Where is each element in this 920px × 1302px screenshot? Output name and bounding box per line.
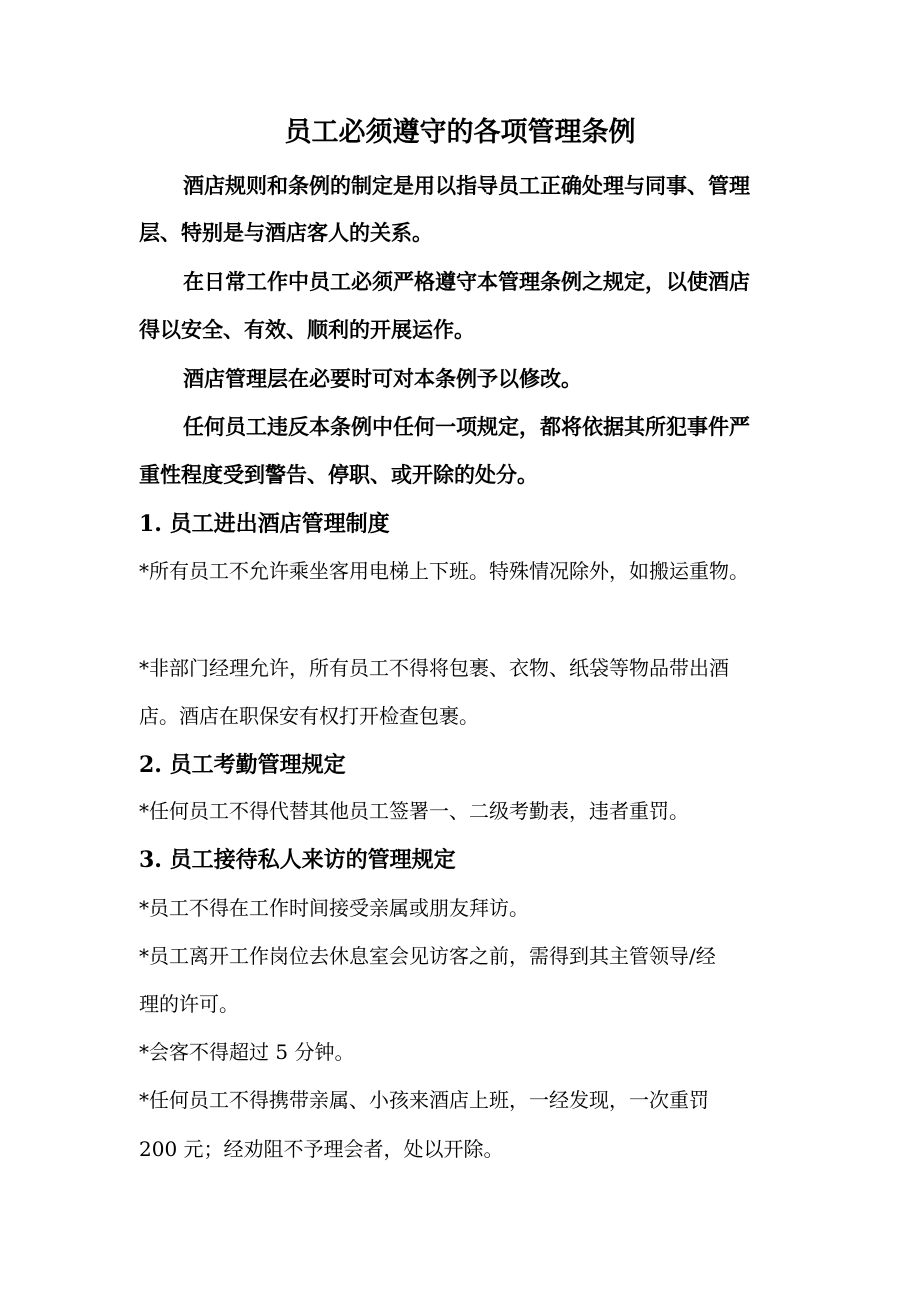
section-3-line-4: *会客不得超过 5 分钟。 (139, 1040, 355, 1064)
section-3-line-3: 理的许可。 (139, 992, 239, 1016)
intro-paragraph-4-line-2: 重性程度受到警告、停职、或开除的处分。 (139, 462, 538, 487)
section-1-line-1: *所有员工不允许乘坐客用电梯上下班。特殊情况除外，如搬运重物。 (139, 559, 749, 583)
intro-paragraph-2-line-1: 在日常工作中员工必须严格遵守本管理条例之规定，以使酒店 (183, 269, 750, 294)
section-3-line-5: *任何员工不得携带亲属、小孩来酒店上班，一经发现，一次重罚 (139, 1088, 709, 1112)
intro-paragraph-1-line-2: 层、特别是与酒店客人的关系。 (139, 220, 433, 245)
section-heading-3: 3. 员工接待私人来访的管理规定 (139, 847, 456, 873)
intro-paragraph-4-line-1: 任何员工违反本条例中任何一项规定，都将依据其所犯事件严 (183, 414, 750, 439)
intro-paragraph-2-line-2: 得以安全、有效、顺利的开展运作。 (139, 317, 475, 342)
intro-paragraph-3: 酒店管理层在必要时可对本条例予以修改。 (183, 366, 582, 391)
section-1-line-3: 店。酒店在职保安有权打开检查包裹。 (139, 704, 479, 728)
section-3-line-1: *员工不得在工作时间接受亲属或朋友拜访。 (139, 896, 529, 920)
section-2-line-1: *任何员工不得代替其他员工签署一、二级考勤表，违者重罚。 (139, 799, 689, 823)
section-heading-2: 2. 员工考勤管理规定 (139, 752, 346, 778)
section-heading-1: 1. 员工进出酒店管理制度 (139, 511, 390, 537)
section-1-line-2: *非部门经理允许，所有员工不得将包裹、衣物、纸袋等物品带出酒 (139, 656, 729, 680)
intro-paragraph-1-line-1: 酒店规则和条例的制定是用以指导员工正确处理与同事、管理 (183, 173, 750, 198)
section-3-line-6: 200 元；经劝阻不予理会者，处以开除。 (139, 1137, 504, 1161)
section-3-line-2: *员工离开工作岗位去休息室会见访客之前，需得到其主管领导/经 (139, 944, 716, 968)
document-title: 员工必须遵守的各项管理条例 (284, 117, 636, 148)
